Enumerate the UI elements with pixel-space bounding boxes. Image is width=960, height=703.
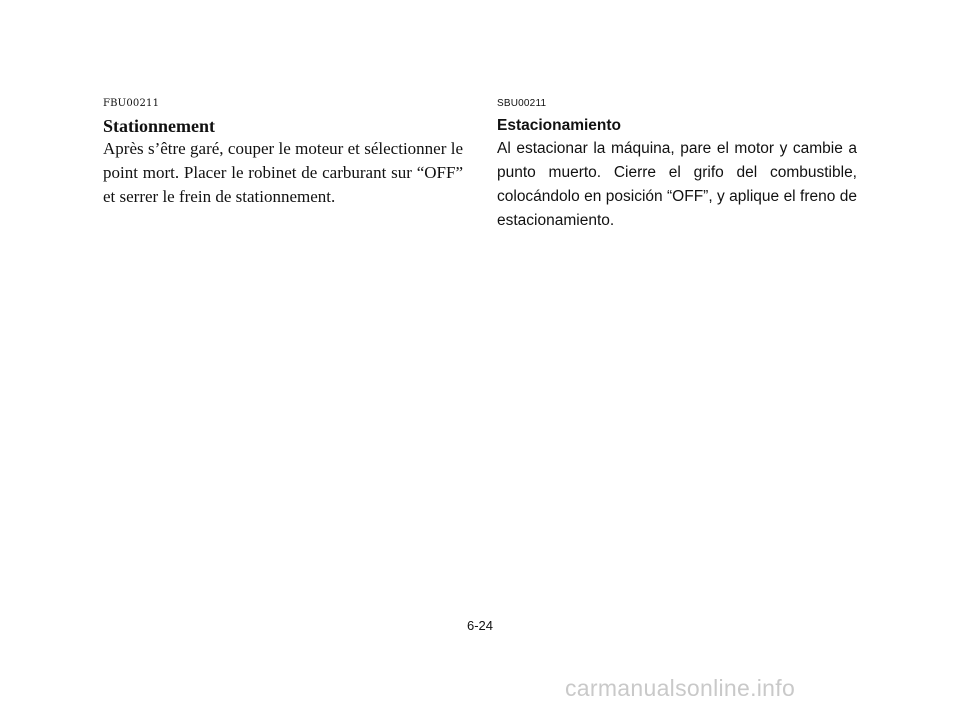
section-heading-es: Estacionamiento [497, 117, 622, 134]
section-code-fr: FBU00211 [103, 98, 160, 109]
watermark[interactable]: carmanualsonline.info [565, 675, 796, 701]
spanish-column [497, 98, 857, 233]
page-number: 6-24 [466, 618, 494, 633]
section-heading-fr: Stationnement [103, 116, 215, 136]
french-column [103, 98, 463, 209]
section-body-es: Al estacionar la máquina, pare el motor y cambie a punto muerto. Cierre el grifo del combustible, colocándolo en posición “OFF”, y aplique el freno de estacionamiento. [497, 140, 857, 229]
section-body-fr: Après s’être garé, couper le moteur et sélectionner le point mort. Placer le robinet de carburant sur “OFF” et serrer le frein de stationnement. [103, 139, 463, 206]
section-code-es: SBU00211 [497, 98, 547, 109]
